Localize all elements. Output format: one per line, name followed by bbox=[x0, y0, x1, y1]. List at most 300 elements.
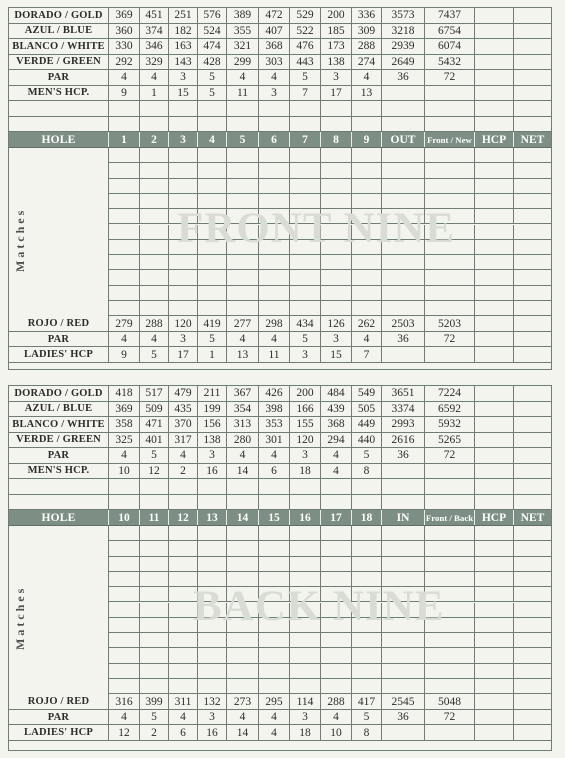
score-cell: 367 bbox=[227, 386, 259, 401]
score-cell bbox=[514, 710, 551, 725]
match-entry-cell bbox=[352, 286, 382, 300]
match-entry-cell bbox=[140, 209, 169, 223]
match-entry-cell bbox=[140, 526, 169, 540]
score-cell: 407 bbox=[259, 24, 290, 39]
match-entry-cell bbox=[425, 572, 475, 586]
score-cell: 401 bbox=[140, 433, 169, 448]
match-entry-cell bbox=[321, 179, 352, 193]
score-cell bbox=[425, 86, 475, 101]
blank-cell bbox=[140, 117, 169, 132]
match-entry-cell bbox=[227, 664, 259, 678]
blank-cell bbox=[352, 101, 382, 116]
match-entry-cell bbox=[109, 664, 140, 678]
match-entry-cell bbox=[352, 633, 382, 647]
score-cell bbox=[475, 448, 514, 463]
match-entry-cell bbox=[198, 301, 227, 315]
match-entry-cell bbox=[290, 679, 321, 693]
blank-cell bbox=[259, 495, 290, 510]
row-label: ROJO / RED bbox=[9, 694, 109, 709]
match-entry-cell bbox=[290, 270, 321, 284]
hole-header-cell: 13 bbox=[198, 510, 227, 525]
hole-header-cell: NET bbox=[520, 511, 545, 524]
score-cell: 211 bbox=[198, 386, 227, 401]
score-cell: 120 bbox=[169, 316, 198, 331]
row-label: PAR bbox=[9, 332, 109, 347]
ladies-row bbox=[9, 347, 551, 363]
row-label: DORADO / GOLD bbox=[9, 8, 109, 23]
score-cell: 374 bbox=[140, 24, 169, 39]
blank-cell bbox=[9, 479, 109, 494]
match-entry-cell bbox=[109, 587, 140, 601]
score-cell: 138 bbox=[198, 433, 227, 448]
score-cell: 4 bbox=[109, 448, 140, 463]
score-cell: 1 bbox=[198, 347, 227, 362]
match-entry-cell bbox=[259, 209, 290, 223]
score-cell: 138 bbox=[321, 55, 352, 70]
match-entry-cell bbox=[514, 255, 551, 269]
match-entry-cell bbox=[259, 240, 290, 254]
score-cell: 4 bbox=[109, 70, 140, 85]
match-entry-cell bbox=[140, 633, 169, 647]
hole-header-cell: HCP bbox=[475, 510, 514, 525]
match-entry-cell bbox=[352, 240, 382, 254]
matches-label: Matches bbox=[13, 585, 27, 651]
score-cell: 9 bbox=[109, 347, 140, 362]
match-entry-cell bbox=[109, 541, 140, 555]
match-entry-cell bbox=[140, 301, 169, 315]
match-entry-cell bbox=[227, 618, 259, 632]
match-entry-cell bbox=[227, 270, 259, 284]
match-entry-cell bbox=[475, 179, 514, 193]
match-entry-cell bbox=[227, 225, 259, 239]
score-cell: 330 bbox=[109, 39, 140, 54]
match-entry-cell bbox=[227, 587, 259, 601]
score-cell bbox=[475, 24, 514, 39]
match-entry-cell bbox=[382, 255, 425, 269]
match-entry-cell bbox=[227, 541, 259, 555]
match-entry-cell bbox=[290, 648, 321, 662]
score-cell: 5203 bbox=[425, 316, 475, 331]
match-entry-cell bbox=[227, 603, 259, 617]
score-cell: 325 bbox=[109, 433, 140, 448]
blank-cell bbox=[475, 101, 514, 116]
blank-cell bbox=[227, 479, 259, 494]
match-entry-cell bbox=[382, 209, 425, 223]
match-entry-cell bbox=[382, 572, 425, 586]
score-cell: 200 bbox=[290, 386, 321, 401]
row-label: MEN'S HCP. bbox=[9, 86, 109, 101]
score-cell bbox=[475, 347, 514, 362]
score-cell: 132 bbox=[198, 694, 227, 709]
match-entry-cell bbox=[290, 148, 321, 162]
match-entry-cell bbox=[352, 603, 382, 617]
score-cell bbox=[514, 694, 551, 709]
score-cell: 451 bbox=[140, 8, 169, 23]
score-cell: 4 bbox=[109, 332, 140, 347]
match-entry-cell bbox=[198, 270, 227, 284]
hole-header-cell: NET bbox=[520, 133, 545, 146]
score-cell: 2993 bbox=[382, 417, 425, 432]
score-cell: 5432 bbox=[425, 55, 475, 70]
blank-cell bbox=[109, 101, 140, 116]
score-cell: 36 bbox=[382, 332, 425, 347]
score-cell: 576 bbox=[198, 8, 227, 23]
match-entry-cell bbox=[321, 301, 352, 315]
match-entry-cell bbox=[352, 148, 382, 162]
match-entry-cell bbox=[425, 679, 475, 693]
score-cell: 505 bbox=[352, 402, 382, 417]
score-cell bbox=[425, 464, 475, 479]
match-entry-cell bbox=[198, 209, 227, 223]
score-cell: 4 bbox=[227, 448, 259, 463]
blank-cell bbox=[227, 117, 259, 132]
score-cell: 10 bbox=[321, 725, 352, 740]
match-entry-cell bbox=[227, 557, 259, 571]
match-entry-cell bbox=[321, 194, 352, 208]
match-entry-cell bbox=[109, 633, 140, 647]
match-entry-cell bbox=[321, 163, 352, 177]
tee-row bbox=[9, 39, 551, 55]
blank-cell bbox=[198, 117, 227, 132]
match-entry-cell bbox=[198, 194, 227, 208]
score-cell: 5048 bbox=[425, 694, 475, 709]
match-entry-cell bbox=[352, 618, 382, 632]
match-entry-cell bbox=[321, 541, 352, 555]
row-label: VERDE / GREEN bbox=[9, 433, 109, 448]
match-entry-cell bbox=[169, 633, 198, 647]
score-cell: 4 bbox=[259, 725, 290, 740]
match-entry-cell bbox=[169, 240, 198, 254]
match-entry-cell bbox=[382, 163, 425, 177]
match-entry-cell bbox=[425, 557, 475, 571]
match-entry-cell bbox=[140, 572, 169, 586]
score-cell: 155 bbox=[290, 417, 321, 432]
match-entry-cell bbox=[259, 648, 290, 662]
score-cell: 5 bbox=[352, 710, 382, 725]
match-entry-cell bbox=[198, 572, 227, 586]
match-entry-cell bbox=[198, 148, 227, 162]
match-entry-cell bbox=[169, 163, 198, 177]
score-cell: 199 bbox=[198, 402, 227, 417]
score-cell bbox=[514, 433, 551, 448]
blank-cell bbox=[198, 479, 227, 494]
blank-cell bbox=[382, 495, 425, 510]
tee-row bbox=[9, 448, 551, 464]
blank-cell bbox=[227, 101, 259, 116]
score-cell: 309 bbox=[352, 24, 382, 39]
blank-cell bbox=[9, 495, 109, 510]
score-cell bbox=[475, 70, 514, 85]
match-entry-cell bbox=[259, 179, 290, 193]
match-entry-cell bbox=[352, 194, 382, 208]
match-entry-cell bbox=[475, 541, 514, 555]
blank-cell bbox=[514, 479, 551, 494]
hole-header-cell: 3 bbox=[169, 132, 198, 147]
match-entry-cell bbox=[227, 301, 259, 315]
match-entry-cell bbox=[169, 679, 198, 693]
match-entry-cell bbox=[382, 526, 425, 540]
score-cell: 4 bbox=[321, 464, 352, 479]
match-entry-cell bbox=[169, 648, 198, 662]
score-cell bbox=[382, 347, 425, 362]
match-entry-cell bbox=[169, 225, 198, 239]
score-cell: 4 bbox=[321, 448, 352, 463]
match-entry-cell bbox=[290, 557, 321, 571]
score-cell bbox=[382, 86, 425, 101]
match-entry-cell bbox=[475, 255, 514, 269]
score-cell: 6592 bbox=[425, 402, 475, 417]
score-cell: 13 bbox=[352, 86, 382, 101]
score-cell: 3 bbox=[290, 448, 321, 463]
blank-row bbox=[9, 101, 551, 117]
blank-cell bbox=[169, 101, 198, 116]
score-cell bbox=[514, 347, 551, 362]
score-cell bbox=[425, 725, 475, 740]
match-entry-cell bbox=[514, 603, 551, 617]
match-entry-cell bbox=[109, 286, 140, 300]
blank-cell bbox=[352, 117, 382, 132]
score-cell: 4 bbox=[227, 710, 259, 725]
match-entry-cell bbox=[514, 225, 551, 239]
match-entry-cell bbox=[198, 286, 227, 300]
match-entry-cell bbox=[382, 633, 425, 647]
score-cell bbox=[475, 464, 514, 479]
match-entry-cell bbox=[514, 179, 551, 193]
score-cell: 5 bbox=[352, 448, 382, 463]
match-entry-cell bbox=[514, 240, 551, 254]
match-entry-cell bbox=[140, 255, 169, 269]
match-entry-cell bbox=[425, 209, 475, 223]
match-entry-cell bbox=[382, 557, 425, 571]
match-entry-cell bbox=[475, 270, 514, 284]
score-cell bbox=[475, 386, 514, 401]
blank-cell bbox=[9, 101, 109, 116]
blank-cell bbox=[169, 117, 198, 132]
score-cell: 11 bbox=[227, 86, 259, 101]
match-entry-cell bbox=[475, 148, 514, 162]
match-entry-cell bbox=[140, 648, 169, 662]
match-entry-cell bbox=[382, 618, 425, 632]
match-entry-cell bbox=[321, 587, 352, 601]
match-entry-cell bbox=[352, 541, 382, 555]
score-cell: 7224 bbox=[425, 386, 475, 401]
match-entry-cell bbox=[227, 633, 259, 647]
score-cell: 173 bbox=[321, 39, 352, 54]
score-cell bbox=[514, 86, 551, 101]
blank-cell bbox=[169, 495, 198, 510]
score-cell bbox=[514, 55, 551, 70]
blank-cell bbox=[321, 495, 352, 510]
match-entry-cell bbox=[321, 209, 352, 223]
match-entry-cell bbox=[514, 541, 551, 555]
blank-cell bbox=[198, 495, 227, 510]
tee-row bbox=[9, 386, 551, 402]
score-cell: 182 bbox=[169, 24, 198, 39]
score-cell bbox=[475, 433, 514, 448]
match-entry-cell bbox=[382, 648, 425, 662]
score-cell bbox=[514, 316, 551, 331]
match-entry-cell bbox=[198, 587, 227, 601]
score-cell: 280 bbox=[227, 433, 259, 448]
match-entry-cell bbox=[425, 255, 475, 269]
score-cell: 4 bbox=[109, 710, 140, 725]
score-cell: 4 bbox=[259, 70, 290, 85]
match-entry-cell bbox=[109, 679, 140, 693]
score-cell: 353 bbox=[259, 417, 290, 432]
match-entry-cell bbox=[475, 301, 514, 315]
score-cell: 185 bbox=[321, 24, 352, 39]
row-label: AZUL / BLUE bbox=[9, 402, 109, 417]
hole-header-cell: 9 bbox=[352, 132, 382, 147]
match-entry-cell bbox=[169, 270, 198, 284]
match-entry-cell bbox=[259, 618, 290, 632]
hole-header-cell: 10 bbox=[109, 510, 140, 525]
score-cell: 36 bbox=[382, 70, 425, 85]
match-entry-cell bbox=[290, 163, 321, 177]
score-cell bbox=[514, 332, 551, 347]
match-entry-cell bbox=[109, 163, 140, 177]
match-entry-cell bbox=[227, 194, 259, 208]
match-entry-cell bbox=[198, 240, 227, 254]
match-entry-cell bbox=[475, 572, 514, 586]
match-entry-cell bbox=[198, 526, 227, 540]
match-entry-cell bbox=[259, 148, 290, 162]
row-label: MEN'S HCP. bbox=[9, 464, 109, 479]
tee-row bbox=[9, 402, 551, 418]
blank-cell bbox=[259, 479, 290, 494]
score-cell: 509 bbox=[140, 402, 169, 417]
score-cell bbox=[514, 70, 551, 85]
score-cell bbox=[475, 417, 514, 432]
row-label: ROJO / RED bbox=[9, 316, 109, 331]
score-cell: 274 bbox=[352, 55, 382, 70]
match-entry-cell bbox=[227, 163, 259, 177]
score-cell: 4 bbox=[140, 332, 169, 347]
score-cell: 368 bbox=[259, 39, 290, 54]
match-entry-cell bbox=[425, 179, 475, 193]
score-cell: 4 bbox=[259, 448, 290, 463]
hole-header-cell: Front / New bbox=[425, 132, 475, 147]
match-entry-cell bbox=[290, 209, 321, 223]
blank-cell bbox=[425, 495, 475, 510]
match-entry-cell bbox=[475, 209, 514, 223]
match-entry-cell bbox=[321, 618, 352, 632]
tee-row bbox=[9, 86, 551, 102]
hole-header-cell: 17 bbox=[321, 510, 352, 525]
score-cell bbox=[475, 86, 514, 101]
match-entry-cell bbox=[140, 541, 169, 555]
blank-cell bbox=[382, 479, 425, 494]
hole-header-row bbox=[9, 510, 551, 526]
hole-header-cell: 16 bbox=[290, 510, 321, 525]
hole-header-label: HOLE bbox=[9, 510, 109, 525]
blank-cell bbox=[321, 101, 352, 116]
hole-header-cell: 7 bbox=[290, 132, 321, 147]
score-cell: 4 bbox=[259, 332, 290, 347]
blank-cell bbox=[140, 479, 169, 494]
match-entry-cell bbox=[321, 664, 352, 678]
score-cell: 5 bbox=[290, 332, 321, 347]
match-entry-cell bbox=[425, 148, 475, 162]
score-cell: 5265 bbox=[425, 433, 475, 448]
row-label: AZUL / BLUE bbox=[9, 24, 109, 39]
match-entry-cell bbox=[109, 648, 140, 662]
score-cell: 11 bbox=[259, 347, 290, 362]
score-cell bbox=[382, 725, 425, 740]
score-cell: 12 bbox=[109, 725, 140, 740]
match-entry-cell bbox=[198, 679, 227, 693]
score-cell: 3 bbox=[290, 710, 321, 725]
match-entry-cell bbox=[198, 163, 227, 177]
score-cell: 288 bbox=[140, 316, 169, 331]
match-entry-cell bbox=[227, 648, 259, 662]
match-entry-cell bbox=[321, 286, 352, 300]
score-cell: 5 bbox=[140, 347, 169, 362]
score-cell: 273 bbox=[227, 694, 259, 709]
score-cell: 369 bbox=[109, 8, 140, 23]
match-entry-cell bbox=[321, 633, 352, 647]
section-watermark: FRONT NINE bbox=[177, 205, 455, 253]
match-entry-cell bbox=[109, 603, 140, 617]
score-cell: 166 bbox=[290, 402, 321, 417]
score-cell bbox=[475, 725, 514, 740]
row-label: BLANCO / WHITE bbox=[9, 39, 109, 54]
match-entry-cell bbox=[514, 557, 551, 571]
match-entry-cell bbox=[169, 194, 198, 208]
hole-header-cell: 11 bbox=[140, 510, 169, 525]
match-entry-cell bbox=[109, 301, 140, 315]
match-entry-cell bbox=[290, 240, 321, 254]
match-entry-cell bbox=[382, 587, 425, 601]
score-cell: 36 bbox=[382, 448, 425, 463]
row-label: DORADO / GOLD bbox=[9, 386, 109, 401]
match-entry-cell bbox=[425, 301, 475, 315]
blank-cell bbox=[514, 117, 551, 132]
score-cell: 298 bbox=[259, 316, 290, 331]
match-entry-cell bbox=[514, 664, 551, 678]
match-entry-cell bbox=[352, 163, 382, 177]
hole-header-label: HOLE bbox=[9, 132, 109, 147]
score-cell: 294 bbox=[321, 433, 352, 448]
score-cell: 3 bbox=[198, 710, 227, 725]
match-entry-cell bbox=[321, 557, 352, 571]
match-entry-cell bbox=[169, 603, 198, 617]
score-cell: 2939 bbox=[382, 39, 425, 54]
match-entry-cell bbox=[259, 163, 290, 177]
match-entry-cell bbox=[259, 587, 290, 601]
match-entry-cell bbox=[321, 572, 352, 586]
match-entry-cell bbox=[425, 286, 475, 300]
blank-cell bbox=[475, 495, 514, 510]
score-cell: 443 bbox=[290, 55, 321, 70]
score-cell: 316 bbox=[109, 694, 140, 709]
score-cell: 295 bbox=[259, 694, 290, 709]
row-label: VERDE / GREEN bbox=[9, 55, 109, 70]
score-cell: 524 bbox=[198, 24, 227, 39]
match-entry-cell bbox=[352, 648, 382, 662]
match-entry-cell bbox=[169, 618, 198, 632]
score-cell: 16 bbox=[198, 725, 227, 740]
score-cell: 5932 bbox=[425, 417, 475, 432]
score-cell: 329 bbox=[140, 55, 169, 70]
score-cell: 476 bbox=[290, 39, 321, 54]
score-cell bbox=[514, 417, 551, 432]
row-label: LADIES' HCP bbox=[9, 347, 109, 362]
score-cell: 2 bbox=[140, 725, 169, 740]
match-entry-cell bbox=[514, 572, 551, 586]
score-cell: 10 bbox=[109, 464, 140, 479]
row-label: BLANCO / WHITE bbox=[9, 417, 109, 432]
